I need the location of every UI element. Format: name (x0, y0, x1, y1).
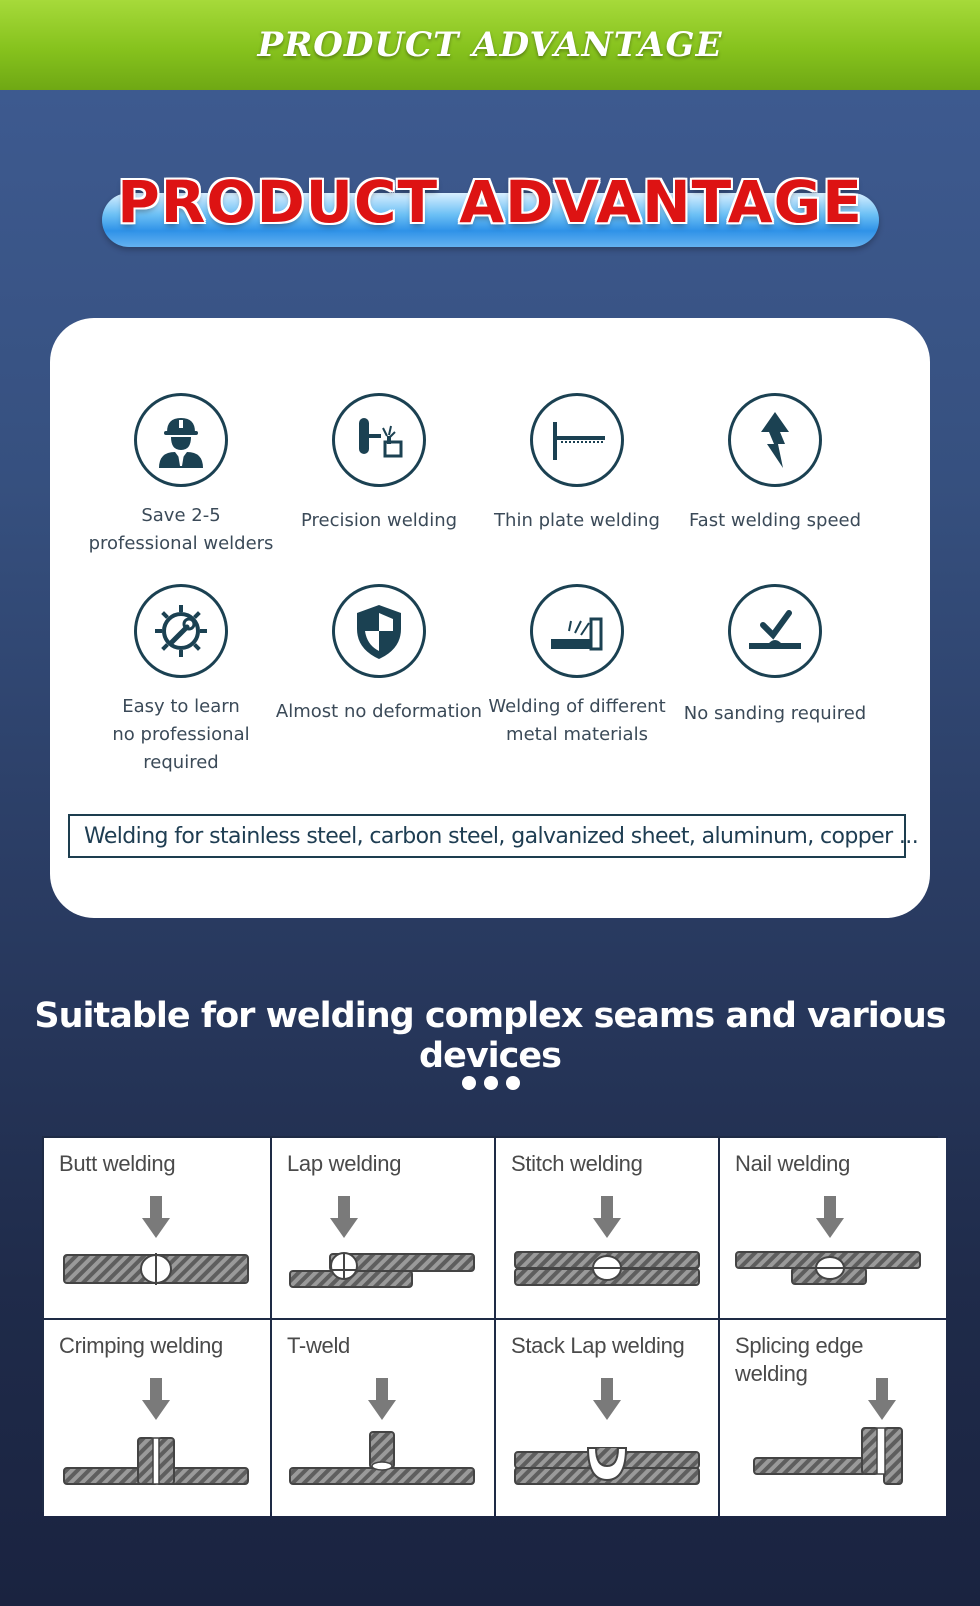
feature-save-welders (76, 393, 286, 558)
weld-type-label: Crimping welding (59, 1333, 223, 1358)
weld-type-label: Lap welding (287, 1151, 402, 1176)
feature-label: Almost no deformation (275, 701, 483, 722)
dot (484, 1076, 498, 1090)
feature-label: Easy to learn no professional required (112, 696, 250, 773)
gear-wrench-icon (134, 584, 228, 678)
weld-type-butt (44, 1138, 270, 1318)
thin-plate-icon (530, 393, 624, 487)
section-subtitle: Suitable for welding complex seams and various devices (34, 996, 946, 1076)
weld-type-t (272, 1320, 494, 1516)
welder-worker-icon (134, 393, 228, 487)
banner-title: PRODUCT ADVANTAGE (257, 25, 723, 65)
advantages-card (50, 318, 930, 918)
materials-bar: Welding for stainless steel, carbon steel, galvanized sheet, aluminum, copper ... (68, 814, 906, 858)
feature-label: Precision welding (300, 510, 458, 531)
feature-no-sanding (670, 584, 880, 728)
weld-type-label: Nail welding (735, 1151, 851, 1176)
weld-type-crimping (44, 1320, 270, 1516)
feature-label: Fast welding speed (688, 510, 862, 531)
feature-label: Thin plate welding (494, 510, 660, 531)
top-banner (0, 0, 980, 90)
check-surface-icon (728, 584, 822, 678)
weld-type-label: T-weld (287, 1333, 350, 1358)
feature-label: Welding of different metal materials (488, 696, 666, 745)
weld-type-label: Butt welding (59, 1151, 176, 1176)
weld-type-label: Stitch welding (511, 1151, 643, 1176)
weld-types-grid (42, 1136, 938, 1512)
weld-type-lap (272, 1138, 494, 1318)
metal-materials-icon (530, 584, 624, 678)
lightning-arrow-icon (728, 393, 822, 487)
feature-precision-welding (274, 393, 484, 535)
feature-no-deformation (274, 584, 484, 726)
feature-label: No sanding required (683, 703, 867, 724)
weld-type-stack-lap (496, 1320, 718, 1516)
main-title: PRODUCT ADVANTAGE (117, 168, 863, 236)
feature-thin-plate (472, 393, 682, 535)
feature-label: Save 2-5 professional welders (88, 505, 274, 554)
weld-type-stitch (496, 1138, 718, 1318)
weld-type-splicing-edge (720, 1320, 946, 1516)
weld-type-nail (720, 1138, 946, 1318)
precision-welding-icon (332, 393, 426, 487)
feature-different-metals (472, 584, 682, 749)
pagination-dots (462, 1075, 528, 1094)
feature-fast-speed (670, 393, 880, 535)
dot (506, 1076, 520, 1090)
dot (462, 1076, 476, 1090)
feature-easy-learn (76, 584, 286, 777)
shield-icon (332, 584, 426, 678)
weld-type-label: Splicing edge welding (735, 1333, 864, 1386)
weld-type-label: Stack Lap welding (511, 1333, 685, 1358)
